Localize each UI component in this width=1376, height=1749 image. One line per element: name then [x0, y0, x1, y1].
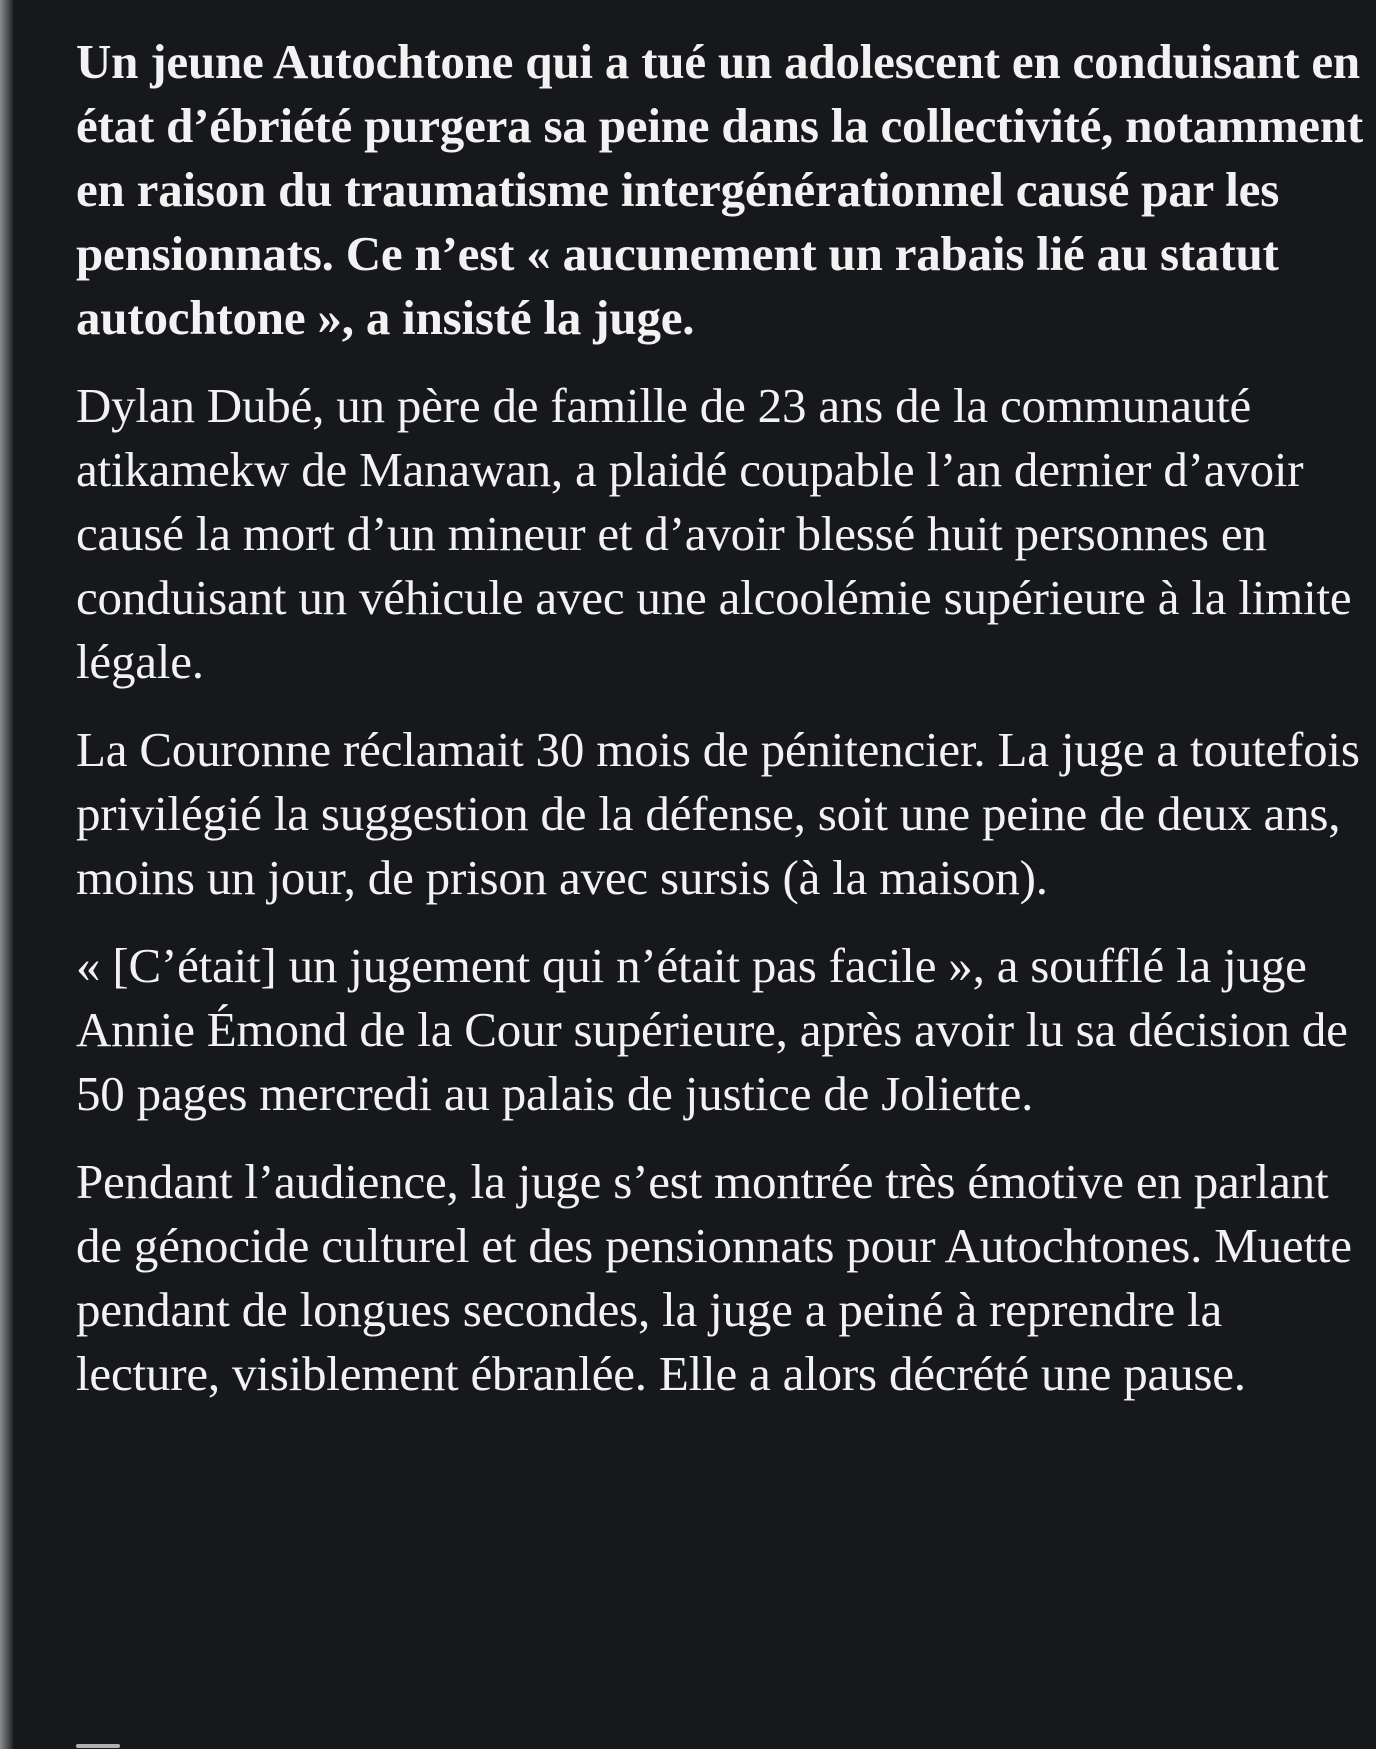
cut-off-next-line: [76, 1738, 120, 1749]
article-body: [76, 30, 1366, 1430]
article-paragraph-4: Pendant l’audience, la juge s’est montrée très émotive en parlant de génocide culturel et des pensionnats pour Autochtones. Muette pendant de longues secondes, la juge a peiné à reprendre la lecture, visiblement ébranlée. Elle a alors décrété une pause.: [76, 1154, 1352, 1401]
article-paragraph-1: Dylan Dubé, un père de famille de 23 ans de la communauté atikamekw de Manawan, a plaidé coupable l’an dernier d’avoir causé la mort d’un mineur et d’avoir blessé huit personnes en conduisant un véhicule avec une alcoolémie supérieure à la limite légale.: [76, 378, 1352, 689]
article-lede: Un jeune Autochtone qui a tué un adolescent en conduisant en état d’ébriété purgera sa peine dans la collectivité, notamment en raison du traumatisme intergénérationnel causé par les pensionnats. Ce n’est « aucunement un rabais lié au statut autochtone », a insisté la juge.: [76, 34, 1364, 345]
article-paragraph-2: La Couronne réclamait 30 mois de pénitencier. La juge a toutefois privilégié la suggestion de la défense, soit une peine de deux ans, moins un jour, de prison avec sursis (à la maison).: [76, 722, 1360, 905]
article-paragraph-3: « [C’était] un jugement qui n’était pas facile », a soufflé la juge Annie Émond de la Cour supérieure, après avoir lu sa décision de 50 pages mercredi au palais de justice de Joliette.: [76, 938, 1348, 1121]
window-edge: [0, 0, 14, 1749]
